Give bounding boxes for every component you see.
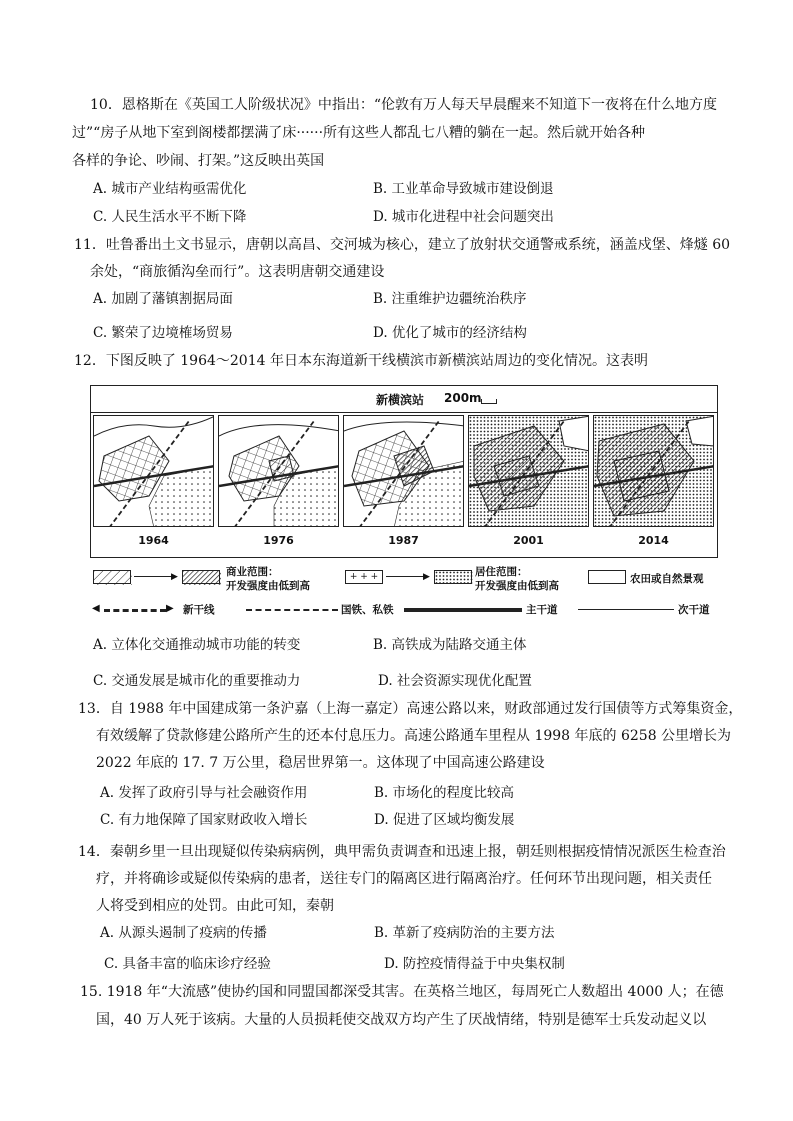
q12-option-a: A. 立体化交通推动城市功能的转变 [93, 637, 301, 653]
legend-residential-high-swatch [434, 570, 472, 584]
arrow-left-icon: ◀ [92, 603, 100, 614]
legend-secondary-road-line [578, 609, 674, 610]
legend-main-road-line [404, 608, 522, 612]
q10-option-a: A. 城市产业结构亟需优化 [93, 181, 247, 197]
q13-option-d: D. 促进了区域均衡发展 [374, 812, 515, 828]
q10-option-d: D. 城市化进程中社会问题突出 [373, 209, 554, 225]
q13-option-b: B. 市场化的程度比较高 [374, 785, 515, 801]
figure-scale-label: 200m [444, 391, 482, 405]
scale-bar [481, 399, 497, 404]
legend-arrow-commercial [134, 576, 174, 577]
legend-residential-label: 居住范围： [475, 566, 528, 578]
map-panel-1976 [218, 415, 339, 527]
figure-title: 新横滨站 [376, 393, 425, 407]
legend-commercial-high-swatch [182, 570, 220, 584]
arrow-head-icon: ▶ [171, 572, 178, 582]
legend-arrow-residential [386, 576, 426, 577]
map-panel-1987 [343, 415, 464, 527]
station-change-figure [90, 385, 718, 558]
q13-option-c: C. 有力地保障了国家财政收入增长 [100, 812, 308, 828]
legend-commercial-low-swatch [93, 570, 131, 584]
q12-option-b: B. 高铁成为陆路交通主体 [373, 637, 527, 653]
q11-option-b: B. 注重维护边疆统治秩序 [373, 291, 527, 307]
q10-option-c: C. 人民生活水平不断下降 [93, 209, 247, 225]
legend-residential-sublabel: 开发强度由低到高 [475, 580, 559, 592]
q13-stem-line3: 2022 年底的 17. 7 万公里，稳居世界第一。这体现了中国高速公路建设 [96, 755, 545, 771]
arrow-right-icon: ▶ [166, 603, 174, 614]
year-2014: 2014 [638, 534, 669, 547]
q14-stem-line3: 人将受到相应的处罚。由此可知，秦朝 [96, 898, 334, 914]
legend-secondary-road-label: 次干道 [678, 604, 710, 616]
q13-stem-line2: 有效缓解了贷款修建公路所产生的还本付息压力。高速公路通车里程从 1998 年底的 6258 公里增长为 [96, 728, 732, 744]
legend-commercial-label: 商业范围： [226, 566, 279, 578]
legend-farmland-swatch [588, 570, 626, 584]
q15-stem-line2: 国，40 万人死于该病。大量的人员损耗使交战双方均产生了厌战情绪，特别是德军士兵发动起义以 [96, 1012, 707, 1028]
year-1964: 1964 [138, 534, 169, 547]
q11-stem-line1: 11．吐鲁番出土文书显示，唐朝以高昌、交河城为核心，建立了放射状交通警戒系统，涵盖戍堡、烽燧 60 [74, 237, 731, 253]
q10-option-b: B. 工业革命导致城市建设倒退 [373, 181, 554, 197]
q12-option-d: D. 社会资源实现优化配置 [378, 673, 532, 689]
q10-stem-line1: 10．恩格斯在《英国工人阶级状况》中指出：“伦敦有万人每天早晨醒来不知道下一夜将在什么地方度 [90, 97, 717, 113]
legend-shinkansen-line [104, 609, 166, 612]
year-1987: 1987 [388, 534, 419, 547]
q12-option-c: C. 交通发展是城市化的重要推动力 [93, 673, 301, 689]
q11-option-a: A. 加剧了藩镇割据局面 [93, 291, 233, 307]
legend-shinkansen-label: 新干线 [183, 604, 215, 616]
arrow-head-icon: ▶ [423, 572, 430, 582]
q10-stem-line2: 过”“房子从地下室到阁楼都摆满了床······所有这些人都乱七八糟的躺在一起。然后就开始各种 [72, 125, 646, 141]
legend-railway-line [246, 609, 338, 611]
q15-stem-line1: 15. 1918 年“大流感”使协约国和同盟国都深受其害。在英格兰地区，每周死亡人数超出 4000 人；在德 [80, 984, 724, 1000]
legend-farmland-label: 农田或自然景观 [630, 573, 704, 585]
q11-option-c: C. 繁荣了边境榷场贸易 [93, 325, 233, 341]
q14-option-b: B. 革新了疫病防治的主要方法 [374, 925, 555, 941]
figure-header [91, 386, 717, 413]
legend-railway-label: 国铁、私铁 [341, 604, 394, 616]
q13-stem-line1: 13．自 1988 年中国建成第一条沪嘉（上海一嘉定）高速公路以来，财政部通过发行国债等方式筹集资金， [78, 701, 743, 717]
q10-stem-line3: 各样的争论、吵闹、打架。”这反映出英国 [72, 153, 325, 169]
map-panel-1964 [93, 415, 214, 527]
year-1976: 1976 [263, 534, 294, 547]
q11-option-d: D. 优化了城市的经济结构 [373, 325, 527, 341]
year-2001: 2001 [513, 534, 544, 547]
map-panel-2001 [468, 415, 589, 527]
legend-main-road-label: 主干道 [526, 604, 558, 616]
q14-option-a: A. 从源头遏制了疫病的传播 [100, 925, 267, 941]
q14-stem-line1: 14．秦朝乡里一旦出现疑似传染病病例，典甲需负责调查和迅速上报，朝廷则根据疫情情况派医生检查治 [78, 844, 726, 860]
q14-option-d: D. 防控疫情得益于中央集权制 [384, 956, 565, 972]
q14-stem-line2: 疗，并将确诊或疑似传染病的患者，送往专门的隔离区进行隔离治疗。任何环节出现问题，相关责任 [96, 871, 712, 887]
map-panel-2014 [593, 415, 714, 527]
legend-commercial-sublabel: 开发强度由低到高 [226, 580, 310, 592]
q12-stem-line1: 12．下图反映了 1964～2014 年日本东海道新干线横滨市新横滨站周边的变化情况。这表明 [74, 353, 648, 369]
q14-option-c: C. 具备丰富的临床诊疗经验 [104, 956, 271, 972]
q13-option-a: A. 发挥了政府引导与社会融资作用 [100, 785, 308, 801]
q11-stem-line2: 余处，“商旅循沟垒而行”。这表明唐朝交通建设 [90, 264, 385, 280]
legend-residential-low-swatch: + + + [345, 570, 383, 584]
